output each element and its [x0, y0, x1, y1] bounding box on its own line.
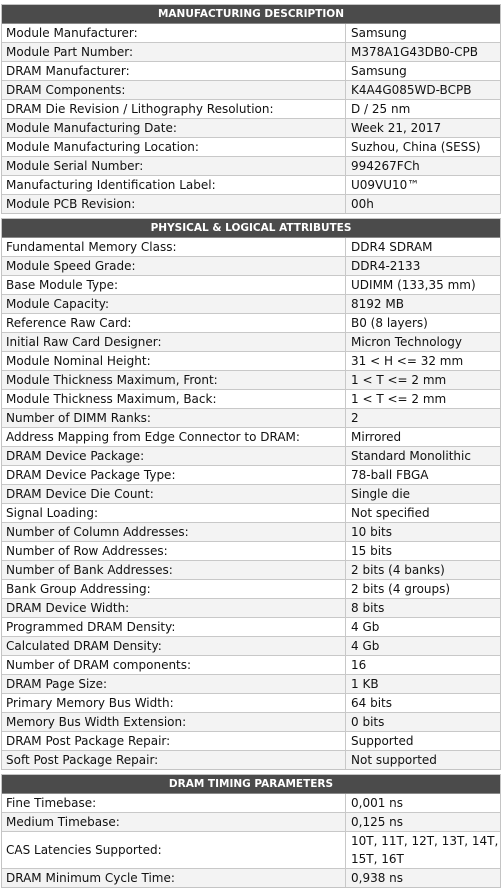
row-label: DRAM Components:	[2, 81, 346, 99]
section-physical-logical-attributes	[1, 218, 501, 770]
row-label: Number of Bank Addresses:	[2, 561, 346, 579]
row-value: 2 bits (4 groups)	[351, 582, 451, 596]
row-value: Standard Monolithic	[351, 449, 471, 463]
row-label: Base Module Type:	[2, 276, 346, 294]
row-label: Soft Post Package Repair:	[2, 751, 346, 769]
table-row	[2, 81, 500, 100]
row-label: CAS Latencies Supported:	[2, 832, 346, 868]
row-label: Number of DIMM Ranks:	[2, 409, 346, 427]
row-value: D / 25 nm	[351, 102, 411, 116]
row-value: Not supported	[351, 753, 437, 767]
row-label: Signal Loading:	[2, 504, 346, 522]
table-row	[2, 390, 500, 409]
row-value: 1 < T <= 2 mm	[351, 373, 447, 387]
table-row	[2, 485, 500, 504]
row-value: 994267FCh	[351, 159, 420, 173]
section-header: MANUFACTURING DESCRIPTION	[2, 5, 500, 24]
row-label: Fine Timebase:	[2, 794, 346, 812]
row-label: DRAM Device Package Type:	[2, 466, 346, 484]
row-value: 31 < H <= 32 mm	[351, 354, 464, 368]
section-body	[2, 794, 500, 887]
row-value: 1 KB	[351, 677, 379, 691]
row-label: Module Nominal Height:	[2, 352, 346, 370]
row-value: Supported	[351, 734, 414, 748]
table-row	[2, 409, 500, 428]
row-value: DDR4 SDRAM	[351, 240, 433, 254]
table-row	[2, 869, 500, 887]
row-value: 1 < T <= 2 mm	[351, 392, 447, 406]
table-row	[2, 314, 500, 333]
table-row	[2, 675, 500, 694]
table-row	[2, 751, 500, 769]
table-row	[2, 466, 500, 485]
table-row	[2, 694, 500, 713]
row-label: Bank Group Addressing:	[2, 580, 346, 598]
row-label: Module Thickness Maximum, Front:	[2, 371, 346, 389]
row-label: Address Mapping from Edge Connector to DRAM:	[2, 428, 346, 446]
row-label: DRAM Manufacturer:	[2, 62, 346, 80]
table-row	[2, 157, 500, 176]
row-value: Week 21, 2017	[351, 121, 442, 135]
row-label: Module Serial Number:	[2, 157, 346, 175]
table-row	[2, 504, 500, 523]
row-label: Module Capacity:	[2, 295, 346, 313]
row-label: Primary Memory Bus Width:	[2, 694, 346, 712]
row-value: 0,938 ns	[351, 871, 404, 885]
section-body	[2, 238, 500, 769]
table-row	[2, 523, 500, 542]
row-value: Single die	[351, 487, 411, 501]
row-value: Samsung	[351, 64, 407, 78]
table-row	[2, 447, 500, 466]
row-label: DRAM Device Die Count:	[2, 485, 346, 503]
table-row	[2, 732, 500, 751]
row-label: Module Speed Grade:	[2, 257, 346, 275]
section-manufacturing-description	[1, 4, 501, 214]
row-label: Module Manufacturer:	[2, 24, 346, 42]
row-label: Memory Bus Width Extension:	[2, 713, 346, 731]
row-label: Number of Column Addresses:	[2, 523, 346, 541]
table-row	[2, 618, 500, 637]
table-row	[2, 238, 500, 257]
section-body	[2, 24, 500, 213]
table-row	[2, 276, 500, 295]
table-row	[2, 352, 500, 371]
row-value: U09VU10™	[351, 178, 420, 192]
row-value: 2 bits (4 banks)	[351, 563, 445, 577]
row-value: 4 Gb	[351, 639, 380, 653]
row-value: Micron Technology	[351, 335, 462, 349]
row-value: K4A4G085WD-BCPB	[351, 83, 472, 97]
table-row	[2, 43, 500, 62]
table-row	[2, 176, 500, 195]
row-label: Initial Raw Card Designer:	[2, 333, 346, 351]
table-row	[2, 561, 500, 580]
row-label: Module Manufacturing Location:	[2, 138, 346, 156]
table-row	[2, 794, 500, 813]
row-value: 10T, 11T, 12T, 13T, 14T, 15T, 16T	[351, 834, 499, 866]
row-label: DRAM Minimum Cycle Time:	[2, 869, 346, 887]
row-label: Module Part Number:	[2, 43, 346, 61]
row-label: DRAM Device Package:	[2, 447, 346, 465]
table-row	[2, 100, 500, 119]
table-row	[2, 832, 500, 869]
table-row	[2, 580, 500, 599]
row-value: 0,125 ns	[351, 815, 404, 829]
row-value: 0 bits	[351, 715, 385, 729]
row-value: UDIMM (133,35 mm)	[351, 278, 476, 292]
table-row	[2, 599, 500, 618]
table-row	[2, 333, 500, 352]
spd-tables	[1, 4, 501, 888]
row-value: 64 bits	[351, 696, 392, 710]
table-row	[2, 542, 500, 561]
row-value: M378A1G43DB0-CPB	[351, 45, 478, 59]
section-dram-timing-parameters	[1, 774, 501, 888]
row-label: Programmed DRAM Density:	[2, 618, 346, 636]
row-value: Suzhou, China (SESS)	[351, 140, 481, 154]
row-value: 15 bits	[351, 544, 392, 558]
table-row	[2, 371, 500, 390]
table-row	[2, 713, 500, 732]
row-label: Reference Raw Card:	[2, 314, 346, 332]
table-row	[2, 195, 500, 213]
row-value: 8 bits	[351, 601, 385, 615]
row-label: Manufacturing Identification Label:	[2, 176, 346, 194]
row-label: DRAM Die Revision / Lithography Resolution:	[2, 100, 346, 118]
row-label: DRAM Device Width:	[2, 599, 346, 617]
row-value: 2	[351, 411, 359, 425]
row-value: 8192 MB	[351, 297, 404, 311]
row-value: 78-ball FBGA	[351, 468, 429, 482]
row-label: Medium Timebase:	[2, 813, 346, 831]
table-row	[2, 637, 500, 656]
row-value: 16	[351, 658, 367, 672]
table-row	[2, 62, 500, 81]
row-label: Number of DRAM components:	[2, 656, 346, 674]
row-value: Mirrored	[351, 430, 402, 444]
section-header: PHYSICAL & LOGICAL ATTRIBUTES	[2, 219, 500, 238]
table-row	[2, 428, 500, 447]
table-row	[2, 656, 500, 675]
table-row	[2, 24, 500, 43]
row-value: Not specified	[351, 506, 430, 520]
row-value: 10 bits	[351, 525, 392, 539]
table-row	[2, 138, 500, 157]
table-row	[2, 257, 500, 276]
table-row	[2, 119, 500, 138]
row-label: Fundamental Memory Class:	[2, 238, 346, 256]
row-label: Calculated DRAM Density:	[2, 637, 346, 655]
row-value: B0 (8 layers)	[351, 316, 428, 330]
row-value: Samsung	[351, 26, 407, 40]
row-label: DRAM Post Package Repair:	[2, 732, 346, 750]
row-label: Module PCB Revision:	[2, 195, 346, 213]
row-value: DDR4-2133	[351, 259, 421, 273]
row-label: Module Manufacturing Date:	[2, 119, 346, 137]
row-label: Number of Row Addresses:	[2, 542, 346, 560]
row-label: DRAM Page Size:	[2, 675, 346, 693]
row-value: 0,001 ns	[351, 796, 404, 810]
table-row	[2, 813, 500, 832]
table-row	[2, 295, 500, 314]
row-label: Module Thickness Maximum, Back:	[2, 390, 346, 408]
row-value: 00h	[351, 197, 374, 211]
section-header: DRAM TIMING PARAMETERS	[2, 775, 500, 794]
row-value: 4 Gb	[351, 620, 380, 634]
